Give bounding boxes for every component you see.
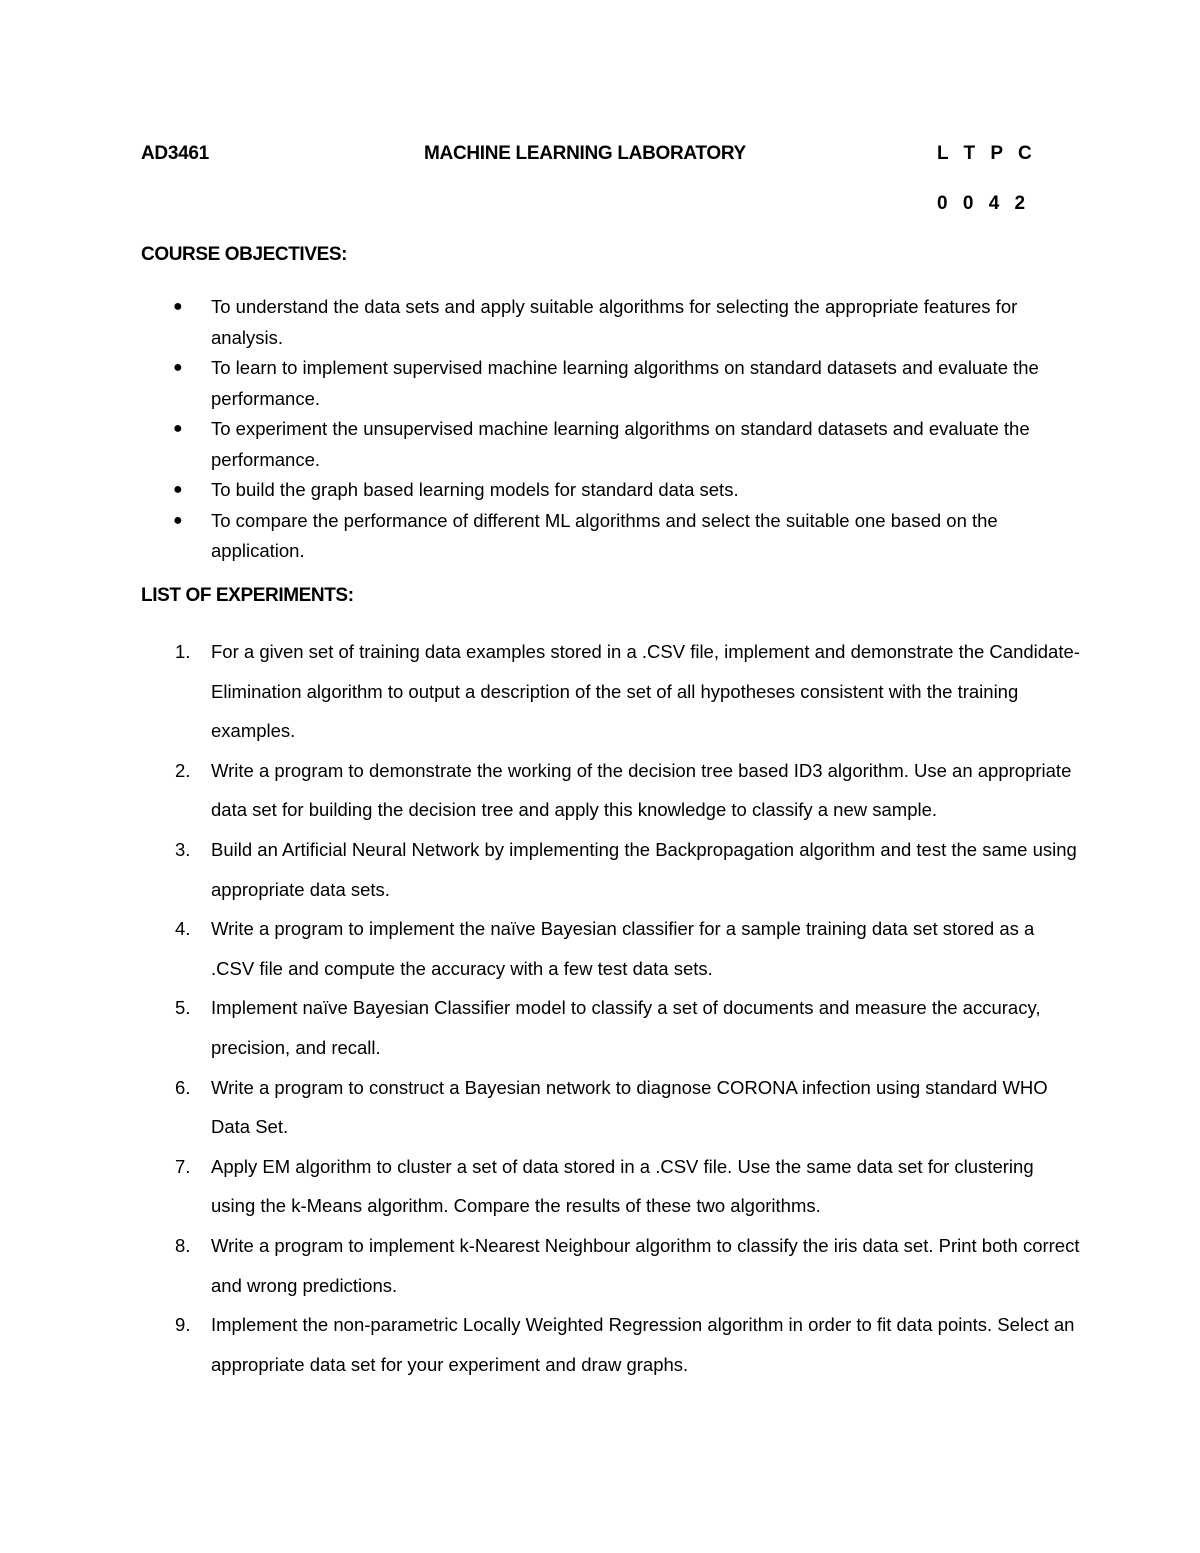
- objective-text: To compare the performance of different ML algorithms and select the suitable one based on the application.: [211, 509, 998, 561]
- bullet-icon: ●: [173, 298, 183, 315]
- objective-text: To learn to implement supervised machine learning algorithms on standard datasets and evaluate the performance.: [211, 357, 1039, 409]
- objective-text: To build the graph based learning models for standard data sets.: [211, 479, 739, 500]
- objectives-list: [141, 292, 1081, 567]
- experiment-item: [141, 1305, 1081, 1384]
- experiment-text: Build an Artificial Neural Network by implementing the Backpropagation algorithm and test the same using appropriate data sets.: [211, 838, 1077, 900]
- experiment-item: [141, 1147, 1081, 1226]
- experiment-item: [141, 751, 1081, 830]
- objective-text: To understand the data sets and apply suitable algorithms for selecting the appropriate features for analysis.: [211, 296, 1018, 348]
- experiment-number: 5.: [175, 997, 191, 1019]
- objective-item: [141, 475, 1081, 506]
- experiment-number: 6.: [175, 1076, 191, 1098]
- experiment-item: [141, 1226, 1081, 1305]
- experiment-item: [141, 1068, 1081, 1147]
- experiment-item: [141, 632, 1081, 751]
- experiment-number: 2.: [175, 759, 191, 781]
- experiments-list: [141, 632, 1081, 1384]
- bullet-icon: ●: [173, 359, 183, 376]
- course-code: AD3461: [141, 143, 209, 164]
- experiment-number: 1.: [175, 641, 191, 662]
- experiment-text: Implement the non-parametric Locally Weighted Regression algorithm in order to fit data points. Select an appropriate data set for your experiment and draw graphs.: [211, 1314, 1075, 1375]
- objective-item: [141, 292, 1081, 353]
- experiment-item: [141, 988, 1081, 1067]
- experiment-item: [141, 909, 1081, 988]
- bullet-icon: ●: [173, 420, 183, 437]
- experiment-number: 8.: [175, 1234, 191, 1256]
- experiment-text: Write a program to construct a Bayesian network to diagnose CORONA infection using standard WHO Data Set.: [211, 1076, 1048, 1138]
- experiment-text: Apply EM algorithm to cluster a set of data stored in a .CSV file. Use the same data set for clustering using the k-Means algorithm. Compare the results of these two algorithms.: [211, 1155, 1034, 1217]
- bullet-icon: ●: [173, 481, 183, 498]
- ltpc-values: 0 0 4 2: [937, 193, 1031, 214]
- experiment-number: 9.: [175, 1314, 191, 1336]
- experiment-text: Write a program to demonstrate the working of the decision tree based ID3 algorithm. Use an appropriate data set for building the decision tree and apply this knowledge to classify a new sample.: [211, 759, 1072, 821]
- experiment-text: Write a program to implement k-Nearest Neighbour algorithm to classify the iris data set. Print both correct and wrong predictions.: [211, 1234, 1080, 1296]
- course-title: MACHINE LEARNING LABORATORY: [424, 143, 746, 164]
- experiment-item: [141, 830, 1081, 909]
- ltpc-label: L T P C: [937, 143, 1037, 164]
- experiment-text: Write a program to implement the naïve Bayesian classifier for a sample training data set stored as a .CSV file and compute the accuracy with a few test data sets.: [211, 918, 1035, 979]
- experiment-number: 7.: [175, 1155, 191, 1177]
- experiment-number: 4.: [175, 918, 191, 940]
- objective-item: [141, 414, 1081, 475]
- experiments-heading: LIST OF EXPERIMENTS:: [141, 585, 354, 606]
- experiment-text: For a given set of training data examples stored in a .CSV file, implement and demonstrate the Candidate-Elimination algorithm to output a description of the set of all hypotheses consistent with the training examples.: [211, 641, 1080, 742]
- experiment-number: 3.: [175, 838, 191, 860]
- objective-text: To experiment the unsupervised machine learning algorithms on standard datasets and evaluate the performance.: [211, 418, 1030, 470]
- objective-item: [141, 506, 1081, 567]
- objective-item: [141, 353, 1081, 414]
- experiment-text: Implement naïve Bayesian Classifier model to classify a set of documents and measure the accuracy, precision, and recall.: [211, 997, 1041, 1058]
- objectives-heading: COURSE OBJECTIVES:: [141, 244, 348, 265]
- bullet-icon: ●: [173, 511, 183, 529]
